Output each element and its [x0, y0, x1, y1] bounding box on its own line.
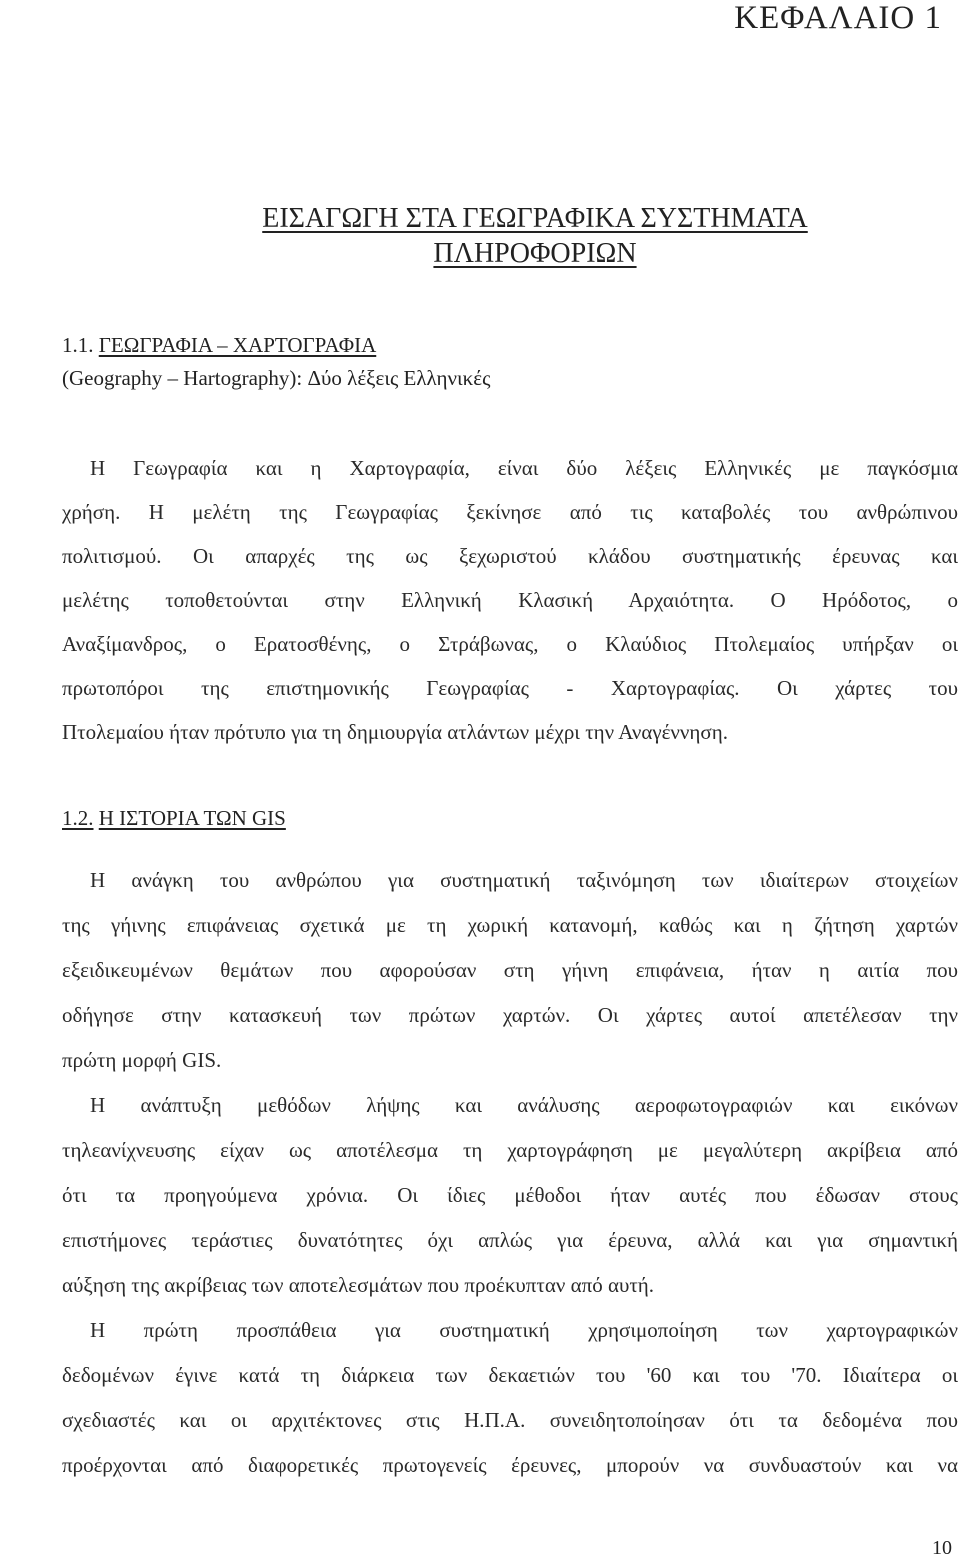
text-line: οδήγησε στην κατασκευή των πρώτων χαρτών. Οι χάρτες αυτοί απετέλεσαν την: [62, 1003, 958, 1027]
chapter-heading: ΚΕΦΑΛΑΙΟ 1: [734, 0, 942, 36]
text-line: δεδομένων έγινε κατά τη διάρκεια των δεκαετιών του '60 και του '70. Ιδιαίτερα οι: [62, 1363, 958, 1387]
text-line: Η πρώτη προσπάθεια για συστηματική χρησιμοποίηση των χαρτογραφικών: [90, 1318, 958, 1342]
section-subtitle: (Geography – Hartography): Δύο λέξεις Ελληνικές: [62, 366, 491, 390]
text-line: της γήινης επιφάνειας σχετικά με τη χωρική κατανομή, καθώς και η ζήτηση χαρτών: [62, 913, 958, 937]
section-heading-1-2: [62, 806, 286, 831]
page-number: 10: [932, 1537, 952, 1559]
text-line: τηλεανίχνευσης είχαν ως αποτέλεσμα τη χαρτογράφηση με μεγαλύτερη ακρίβεια από: [62, 1138, 958, 1162]
text-line: προέρχονται από διαφορετικές πρωτογενείς έρευνες, μπορούν να συνδυαστούν και να: [62, 1453, 958, 1477]
text-line: Η Γεωγραφία και η Χαρτογραφία, είναι δύο λέξεις Ελληνικές με παγκόσμια: [90, 456, 958, 480]
section-title: Η ΙΣΤΟΡΙΑ ΤΩΝ GIS: [98, 806, 286, 830]
section-title: ΓΕΩΓΡΑΦΙΑ – ΧΑΡΤΟΓΡΑΦΙΑ: [98, 333, 377, 357]
text-line: σχεδιαστές και οι αρχιτέκτονες στις Η.Π.Α. συνειδητοποίησαν ότι τα δεδομένα που: [62, 1408, 958, 1432]
section-number: 1.1.: [62, 333, 94, 357]
text-line: Η ανάγκη του ανθρώπου για συστηματική ταξινόμηση των ιδιαίτερων στοιχείων: [90, 868, 958, 892]
text-line: επιστήμονες τεράστιες δυνατότητες όχι απλώς για έρευνα, αλλά και για σημαντική: [62, 1228, 958, 1252]
text-line: ότι τα προηγούμενα χρόνια. Οι ίδιες μέθοδοι ήταν αυτές που έδωσαν στους: [62, 1183, 958, 1207]
text-line: αύξηση της ακρίβειας των αποτελεσμάτων που προέκυπταν από αυτή.: [62, 1273, 655, 1297]
text-line: πολιτισμού. Οι απαρχές της ως ξεχωριστού κλάδου συστηματικής έρευνας και: [62, 544, 958, 568]
text-line: Η ανάπτυξη μεθόδων λήψης και ανάλυσης αεροφωτογραφιών και εικόνων: [90, 1093, 958, 1117]
text-line: Αναξίμανδρος, ο Ερατοσθένης, ο Στράβωνας, ο Κλαύδιος Πτολεμαίος υπήρξαν οι: [62, 632, 958, 656]
text-line: εξειδικευμένων θεμάτων που αφορούσαν στη γήινη επιφάνεια, ήταν η αιτία που: [62, 958, 958, 982]
main-title-line-1: ΕΙΣΑΓΩΓΗ ΣΤΑ ΓΕΩΓΡΑΦΙΚΑ ΣΥΣΤΗΜΑΤΑ: [262, 203, 808, 234]
text-line: μελέτης τοποθετούνται στην Ελληνική Κλασική Αρχαιότητα. Ο Ηρόδοτος, ο: [62, 588, 958, 612]
main-title-line-2: ΠΛΗΡΟΦΟΡΙΩΝ: [433, 238, 637, 269]
text-line: χρήση. Η μελέτη της Γεωγραφίας ξεκίνησε από τις καταβολές του ανθρώπινου: [62, 500, 958, 524]
section-number: 1.2.: [62, 806, 94, 830]
text-line: Πτολεμαίου ήταν πρότυπο για τη δημιουργία ατλάντων μέχρι την Αναγέννηση.: [62, 720, 728, 744]
text-line: πρώτη μορφή GIS.: [62, 1048, 222, 1072]
section-heading-1-1: [62, 333, 376, 358]
text-line: πρωτοπόροι της επιστημονικής Γεωγραφίας - Χαρτογραφίας. Οι χάρτες του: [62, 676, 958, 700]
